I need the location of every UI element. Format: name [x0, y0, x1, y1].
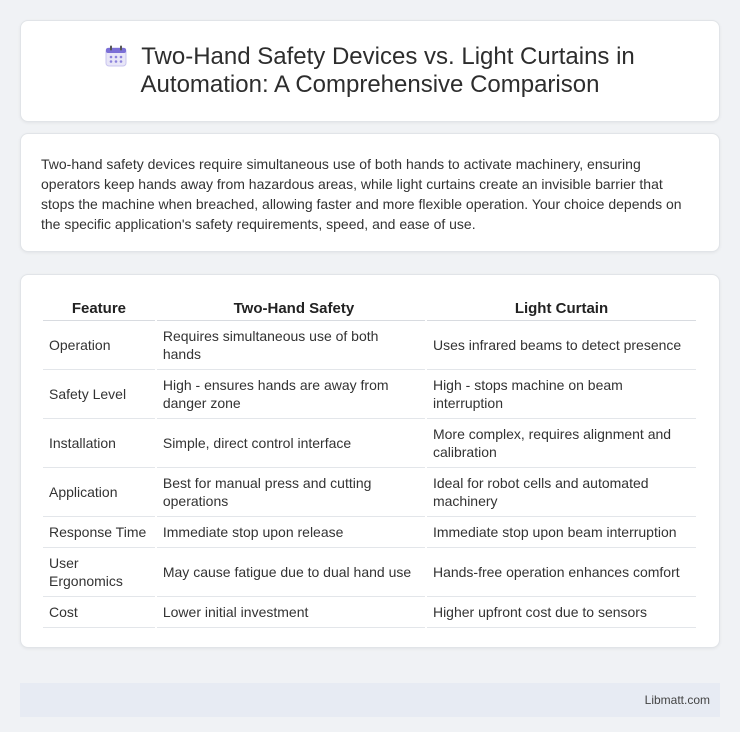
calendar-icon [105, 45, 127, 67]
two-hand-cell: Requires simultaneous use of both hands [157, 321, 425, 370]
table-row [43, 517, 696, 548]
table-header-row [43, 295, 696, 321]
two-hand-cell: High - ensures hands are away from danger zone [157, 370, 425, 419]
light-curtain-cell: Immediate stop upon beam interruption [427, 517, 696, 548]
two-hand-cell: Simple, direct control interface [157, 419, 425, 468]
feature-cell: Operation [43, 321, 155, 370]
feature-cell: Installation [43, 419, 155, 468]
light-curtain-cell: Uses infrared beams to detect presence [427, 321, 696, 370]
two-hand-cell: May cause fatigue due to dual hand use [157, 548, 425, 597]
table-row [43, 370, 696, 419]
column-header-light-curtain: Light Curtain [427, 295, 696, 321]
title-card [20, 20, 720, 122]
light-curtain-cell: Hands-free operation enhances comfort [427, 548, 696, 597]
feature-cell: Safety Level [43, 370, 155, 419]
feature-cell: Cost [43, 597, 155, 628]
feature-cell: User Ergonomics [43, 548, 155, 597]
light-curtain-cell: High - stops machine on beam interruption [427, 370, 696, 419]
column-header-feature: Feature [43, 295, 155, 321]
two-hand-cell: Lower initial investment [157, 597, 425, 628]
comparison-card [20, 274, 720, 648]
table-row [43, 419, 696, 468]
light-curtain-cell: Higher upfront cost due to sensors [427, 597, 696, 628]
table-row [43, 321, 696, 370]
table-row [43, 597, 696, 628]
comparison-table [41, 295, 698, 628]
column-header-two-hand-safety: Two-Hand Safety [157, 295, 425, 321]
footer-brand[interactable]: Libmatt.com [644, 693, 710, 707]
page-title [51, 43, 689, 99]
feature-cell: Application [43, 468, 155, 517]
feature-cell: Response Time [43, 517, 155, 548]
light-curtain-cell: Ideal for robot cells and automated machinery [427, 468, 696, 517]
intro-card [20, 133, 720, 252]
footer-bar [20, 683, 720, 717]
two-hand-cell: Immediate stop upon release [157, 517, 425, 548]
table-row [43, 468, 696, 517]
table-row [43, 548, 696, 597]
intro-paragraph: Two-hand safety devices require simultaneous use of both hands to activate machinery, ensuring operators keep hands away from hazardous areas, while light curtains create an invisible barrier that stops the machine when breached, allowing faster and more flexible operation. Your choice depends on the specific application's safety requirements, speed, and ease of use. [41, 156, 682, 232]
title-text: Two-Hand Safety Devices vs. Light Curtains in Automation: A Comprehensive Comparison [140, 43, 635, 98]
two-hand-cell: Best for manual press and cutting operations [157, 468, 425, 517]
light-curtain-cell: More complex, requires alignment and calibration [427, 419, 696, 468]
